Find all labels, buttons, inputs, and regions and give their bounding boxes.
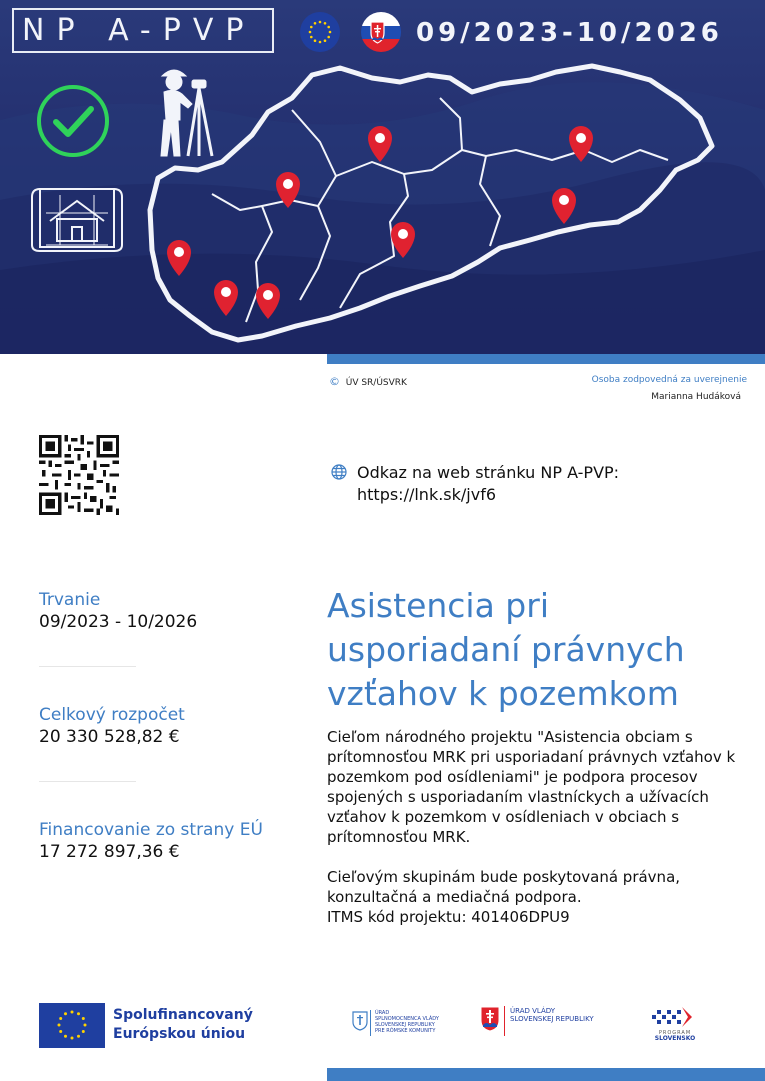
roma-office-line: ÚRAD (375, 1010, 390, 1016)
roma-office-line: SPLNOMOCNENCA VLÁDY (375, 1016, 439, 1022)
map-pins (0, 0, 765, 354)
accent-bar-bottom (327, 1068, 765, 1081)
slovak-coat-of-arms-icon (480, 1006, 500, 1032)
gov-office-line: ÚRAD VLÁDY (510, 1007, 556, 1015)
eu-cofunded-line: Spolufinancovaný (113, 1007, 253, 1023)
budget-value: 20 330 528,82 € (39, 727, 180, 747)
map-pin-icon (368, 126, 392, 162)
responsible-name: Marianna Hudáková (651, 392, 741, 402)
duration-value: 09/2023 - 10/2026 (39, 612, 198, 632)
project-title: Asistencia pri usporiadaní právnych vzťahov k pozemkom (327, 586, 685, 713)
gov-office-line: SLOVENSKEJ REPUBLIKY (510, 1015, 594, 1023)
divider (39, 666, 136, 667)
qr-code[interactable] (39, 435, 119, 515)
eu-funding-label: Financovanie zo strany EÚ (39, 820, 263, 840)
program-slovensko-icon (650, 1005, 698, 1029)
copyright (329, 375, 407, 388)
description-paragraph: Cieľovým skupinám bude poskytovaná právna, konzultačná a mediačná podpora. (327, 868, 681, 906)
copyright-text: ÚV SR/ÚSVRK (345, 378, 407, 388)
roma-office-line: SLOVENSKEJ REPUBLIKY (375, 1022, 435, 1028)
eu-cofunded-line: Európskou úniou (113, 1026, 246, 1042)
gov-office-logo (510, 1007, 594, 1023)
divider (504, 1006, 505, 1036)
globe-icon (331, 464, 347, 480)
divider (39, 781, 136, 782)
description-paragraph: Cieľom národného projektu "Asistencia obciam s prítomnosťou MRK pri usporiadaní právnych vzťahov k pozemkom pod osídleniami" je podpora procesov spojených s usporiadaním vlastníckych a užívacích vzťahov k pozemkom v osídleniach v obciach s prítomnosťou MRK. (327, 728, 736, 846)
duration-label: Trvanie (39, 590, 101, 610)
roma-office-logo (375, 1010, 439, 1034)
program-line: PROGRAM (658, 1030, 692, 1036)
map-pin-icon (167, 240, 191, 276)
map-pin-icon (214, 280, 238, 316)
eu-cofunded-text (113, 1006, 273, 1044)
project-period: 09/2023-10/2026 (416, 18, 723, 48)
roma-office-emblem-icon (352, 1011, 368, 1031)
responsible-label: Osoba zodpovedná za uverejnenie (591, 375, 747, 385)
itms-code: ITMS kód projektu: 401406DPU9 (327, 908, 570, 926)
program-line: SLOVENSKO (654, 1035, 696, 1042)
eu-funding-value: 17 272 897,36 € (39, 842, 180, 862)
program-slovensko-logo (652, 1030, 698, 1042)
map-pin-icon (569, 126, 593, 162)
web-link[interactable] (357, 462, 619, 506)
web-link-label: Odkaz na web stránku NP A-PVP: (357, 463, 620, 482)
project-code: NP A-PVP (12, 8, 274, 53)
roma-office-line: PRE RÓMSKE KOMUNITY (375, 1028, 436, 1034)
map-pin-icon (256, 283, 280, 319)
project-description (327, 727, 737, 927)
web-link-url[interactable]: https://lnk.sk/jvf6 (357, 485, 497, 504)
hero-banner (0, 0, 765, 354)
map-pin-icon (391, 222, 415, 258)
accent-bar-top (327, 354, 765, 364)
divider (370, 1010, 371, 1036)
eu-flag-icon (39, 1003, 105, 1048)
budget-label: Celkový rozpočet (39, 705, 185, 725)
map-pin-icon (552, 188, 576, 224)
copyright-icon: © (329, 375, 340, 388)
map-pin-icon (276, 172, 300, 208)
